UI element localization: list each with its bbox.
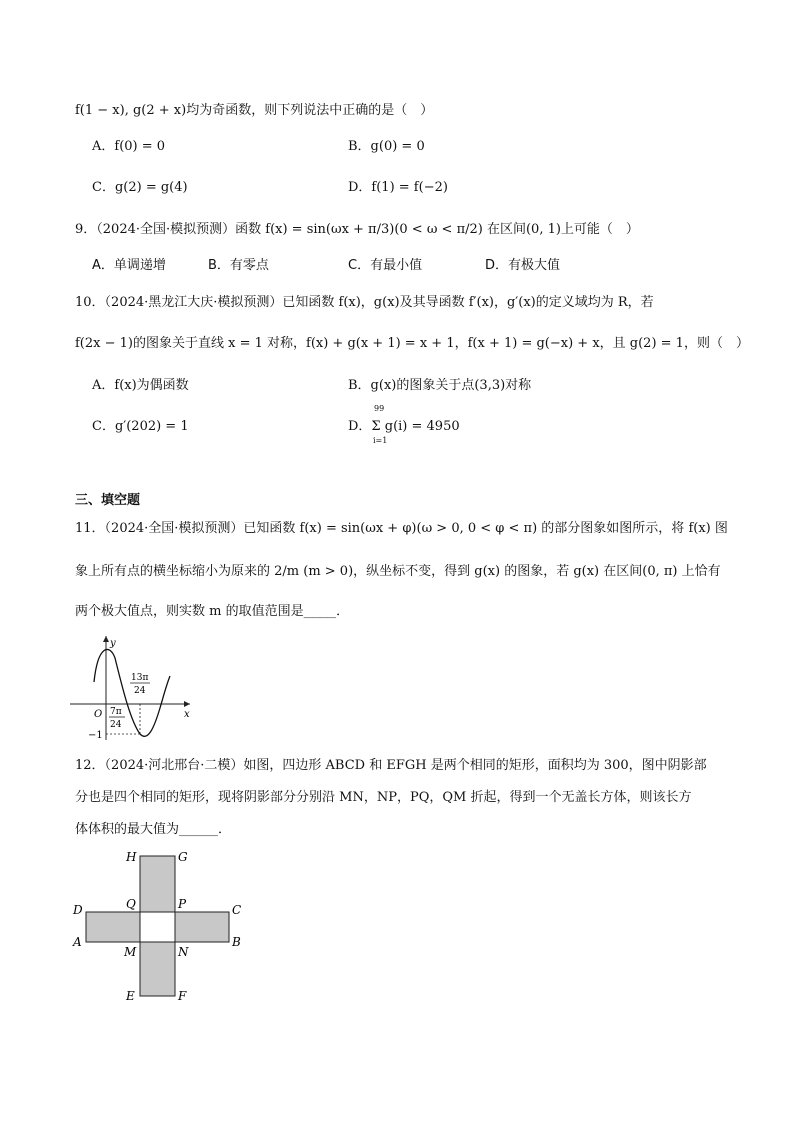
q12-label-e: E [126, 989, 135, 1003]
q10-sum-lower: i=1 [373, 436, 388, 445]
section-title: 三、填空题 [75, 493, 141, 508]
q8-option-c[interactable]: C．g(2) = g(4) [92, 180, 188, 195]
q12-cross-figure [68, 846, 258, 1006]
q10-sum-upper: 99 [374, 404, 385, 413]
q11-7pi-denominator: 24 [110, 720, 122, 730]
q11-line3: 两个极大值点，则实数 m 的取值范围是_____． [75, 604, 350, 619]
q12-label-d: D [73, 903, 83, 917]
q12-center-base [140, 912, 175, 942]
q12-label-n: N [178, 945, 189, 959]
q8-option-a[interactable]: A．f(0) = 0 [92, 139, 166, 154]
q12-bottom-panel [140, 942, 175, 996]
q10-option-b[interactable]: B．g(x)的图象关于点(3,3)对称 [348, 378, 532, 393]
q12-label-f: F [178, 989, 187, 1003]
q11-neg1-label: −1 [88, 730, 103, 741]
q11-sine-graph [60, 628, 200, 746]
q12-line1: 12．（2024·河北邢台·二模）如图，四边形 ABCD 和 EFGH 是两个相同的矩形，面积均为 300，图中阴影部 [75, 758, 707, 773]
q9-option-a[interactable]: A．单调递增 [92, 258, 166, 273]
q12-right-panel [175, 912, 229, 942]
q12-line3: 体体积的最大值为______． [75, 822, 232, 837]
q9-stem: 9．（2024·全国·模拟预测）函数 f(x) = sin(ωx + π/3)(0 < ω < π/2) 在区间(0, 1)上可能（ ） [75, 222, 639, 237]
q9-option-b[interactable]: B．有零点 [208, 258, 269, 273]
q11-sine-curve [94, 649, 170, 736]
q12-left-panel [86, 912, 140, 942]
y-axis-arrow-icon [103, 636, 109, 642]
q12-label-c: C [232, 903, 242, 917]
q12-label-h: H [126, 850, 137, 864]
q9-option-d[interactable]: D．有极大值 [485, 258, 561, 273]
q12-label-b: B [232, 935, 241, 949]
q9-option-c[interactable]: C．有最小值 [348, 258, 423, 273]
q10-line1: 10．（2024·黑龙江大庆·模拟预测）已知函数 f(x)，g(x)及其导函数 f′(x)，g′(x)的定义域均为 R，若 [75, 295, 654, 310]
q11-y-label: y [110, 638, 116, 649]
q11-13pi-numerator: 13π [131, 673, 149, 683]
q11-x-label: x [184, 709, 190, 720]
q8-option-b[interactable]: B．g(0) = 0 [348, 139, 425, 154]
q11-13pi-denominator: 24 [134, 686, 146, 696]
q12-label-a: A [73, 935, 82, 949]
q12-label-p: P [178, 897, 187, 911]
q8-stem: f(1 − x), g(2 + x)均为奇函数，则下列说法中正确的是（ ） [75, 103, 434, 118]
q10-option-a[interactable]: A．f(x)为偶函数 [92, 378, 189, 393]
x-axis-arrow-icon [184, 701, 190, 707]
q12-label-m: M [124, 945, 137, 959]
q11-7pi-numerator: 7π [110, 707, 122, 717]
q11-line1: 11．（2024·全国·模拟预测）已知函数 f(x) = sin(ωx + φ)(ω > 0, 0 < φ < π) 的部分图象如图所示，将 f(x) 图 [75, 521, 728, 536]
q12-label-g: G [178, 850, 188, 864]
q10-option-d[interactable]: D．Σ g(i) = 4950 [348, 419, 460, 434]
q10-line2: f(2x − 1)的图象关于直线 x = 1 对称，f(x) + g(x + 1) = x + 1，f(x + 1) = g(−x) + x，且 g(2) = 1，则（ ） [75, 336, 749, 351]
q10-option-c[interactable]: C．g′(202) = 1 [92, 419, 189, 434]
q11-origin-label: O [94, 709, 103, 720]
q8-option-d[interactable]: D．f(1) = f(−2) [348, 180, 448, 195]
q12-top-panel [140, 856, 175, 912]
q12-label-q: Q [126, 897, 136, 911]
q11-line2: 象上所有点的横坐标缩小为原来的 2/m (m > 0)，纵坐标不变，得到 g(x) 的图象，若 g(x) 在区间(0, π) 上恰有 [75, 564, 721, 579]
q12-line2: 分也是四个相同的矩形，现将阴影部分分别沿 MN，NP，PQ，QM 折起，得到一个无盖长方体，则该长方 [75, 790, 692, 805]
